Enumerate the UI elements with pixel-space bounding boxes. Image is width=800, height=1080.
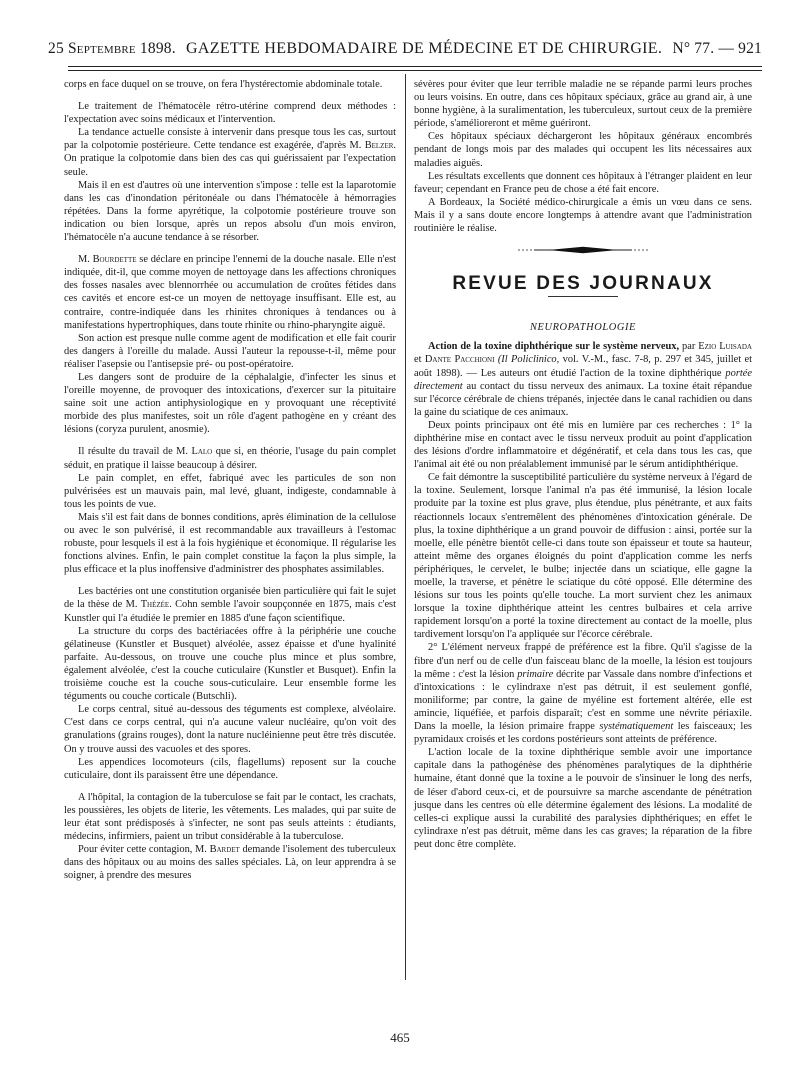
column-divider: [405, 74, 406, 980]
paragraph: M. Bourdette se déclare en principe l'ennemi de la douche nasale. Elle n'est indiquée, dit-il, que comme moyen de nettoyage dans les affections chroniques des fosses nasales avec blennorrhée ou accumulation de croûtes fétides dans ces cavités et encore est-ce un moyen de nettoyage insuffisant. Elle est, au contraire, contre-indiquée dans les rhinites chroniques à tendances ou à manifestations hypertrophiques, dans toute rhinite ou rhino-pharyngite aiguë.: [64, 254, 397, 331]
paragraph: corps en face duquel on se trouve, on fera l'hystérectomie abdominale totale.: [64, 79, 383, 90]
paragraph: 2° L'élément nerveux frappé de préférence est la fibre. Qu'il s'agisse de la fibre d'un nerf ou de celle d'un faisceau blanc de la moelle, la lésion est toujours la même : c'est la lésion primaire décrite par Vassale dans nombre d'infections et d'intoxications : le cylindraxe n'est pas détruit, il est seulement gonflé, moniliforme; par contre, la gaine de myéline est fortement altérée, elle est amincie, liquéfiée, et parfois disparaît; c'est en somme une névrite périaxile. Dans la moelle, la lésion primaire frappe systématiquement les faisceaux; les pyramidaux croisés et les cordons postérieurs sont atteints de préférence.: [414, 642, 753, 746]
author-name: Ezio Luisada: [698, 341, 752, 353]
section-ornament: [414, 239, 752, 261]
article-source: (Il Policlinico,: [497, 354, 560, 366]
section-heading: NEUROPATHOLOGIE: [530, 322, 636, 334]
header-rule-second: [68, 70, 762, 71]
paragraph: A Bordeaux, la Société médico-chirurgicale a émis un vœu dans ce sens. Mais il y a sans doute encore longtemps à attendre avant que l'administration routinière le réalise.: [414, 196, 752, 235]
header-date: 25 Septembre 1898.: [48, 40, 176, 57]
ornament-rule-icon: [518, 245, 648, 255]
article-reference: vol. V.-M., fasc. 7-8, p. 297 et 345, juillet et août 1898). —: [414, 354, 753, 379]
author-name: Dante Pacchioni: [424, 354, 495, 366]
paragraph: Le traitement de l'hématocèle rétro-utérine comprend deux méthodes : l'expectation avec soins médicaux et l'intervention.: [64, 101, 396, 126]
header-journal-title: GAZETTE HEBDOMADAIRE DE MÉDECINE ET DE CHIRURGIE.: [186, 40, 663, 57]
paragraph: Les dangers sont de produire de la céphalalgie, d'infecter les sinus et l'oreille moyenne, de provoquer des intoxications, d'exercer sur la pituitaire saine soit une action antiphysiologique en y provoquant une réceptivité morbide des plus manifestes, soit un rôle d'agent pathogène en y créant des lésions (coryza purulent, anosmie).: [64, 371, 396, 436]
paragraph: L'action locale de la toxine diphthérique semble avoir une importance capitale dans la pathogénèse des phénomènes paralytiques de la diphthérie humaine, étant donné que la toxine a le pouvoir de s'insinuer le long des nerfs, de léser d'abord ceux-ci, et de poursuivre sa marche ascendante de pénétration jusque dans les centres où elle détermine également des lésions. La modalité de celles-ci explique aussi la curabilité des paralysies diphthériques; en effet le cylindraxe n'est pas détruit, même dans les cas graves; la réparation de la fibre peut donc être complète.: [414, 747, 752, 850]
paragraph: sévères pour éviter que leur terrible maladie ne se répande parmi leurs proches ou leurs voisins. En outre, dans ces hôpitaux spéciaux, grâce au grand air, à une bonne hygiène, à la suralimentation, les tuberculeux, surtout ceux de la première période, s'amélioreront et même guériront.: [414, 79, 752, 130]
paragraph: Les appendices locomoteurs (cils, flagellums) reposent sur la couche cuticulaire, dont ils paraissent être une dépendance.: [64, 756, 396, 781]
author-name: Belzer: [364, 140, 394, 152]
left-column: [64, 78, 396, 882]
right-column: [414, 78, 752, 851]
article-title: Action de la toxine diphthérique sur le système nerveux,: [428, 341, 680, 353]
paragraph: A l'hôpital, la contagion de la tuberculose se fait par le contact, les crachats, les poussières, les objets de literie, les vêtements. Les malades, qui par suite de leur état sont prédisposés à s'infecter, ne sont pas seuls atteints : étudiants, médecins, infirmiers, paient un tribut considérable à la tuberculose.: [64, 791, 396, 843]
paragraph: Le pain complet, en effet, fabriqué avec les particules de son non pulvérisées est un mauvais pain, mal levé, gluant, indigeste, condamnable à tous les points de vue.: [64, 472, 396, 510]
paragraph: Le corps central, situé au-dessous des téguments est complexe, alvéolaire. C'est dans ce corps central, qui n'a aucune valeur nucléaire, qu'on voit des granulations (grains rouges), dont la nature nucléinienne peut être très discutée. On y trouve aussi des vacuoles et des spores.: [64, 704, 396, 755]
author-name: Bourdette: [92, 254, 137, 266]
paragraph: La tendance actuelle consiste à intervenir dans presque tous les cas, surtout par la colpotomie postérieure. Cette tendance est exagérée, d'après M. Belzer. On pratique la colpotomie dans bien des cas qui guérissaient par l'expectation seule.: [64, 127, 396, 178]
article-intro: Action de la toxine diphthérique sur le système nerveux, par Ezio Luisada et Dante Pacchioni (Il Policlinico, vol. V.-M., fasc. 7-8, p. 297 et 345, juillet et août 1898). — Les auteurs ont étudié l'action de la toxine diphthérique portée directement au contact du tissu nerveux des animaux. La toxine était répandue sur l'écorce cérébrale de chiens trépanés, injectée dans le canal rachidien ou dans la gaine du sciatique de ces animaux.: [414, 341, 753, 418]
paragraph: Il résulte du travail de M. Lalo que si, en théorie, l'usage du pain complet séduit, en pratique il laisse beaucoup à désirer.: [64, 446, 396, 471]
paragraph: Ce fait démontre la susceptibilité particulière du système nerveux à l'égard de la toxine. Seulement, lorsque l'animal n'a pas été immunisé, la lésion locale produite par la toxine est plus grave, plus étendue, plus pénétrante, et aux faits réactionnels locaux s'entremêlent des phénomènes d'intoxication générale. De plus, la toxine diphthérique a un grand pouvoir de diffusion : ainsi, portée sur la moelle, elle pénètre bientôt celle-ci dans toute son épaisseur et toute sa hauteur, atteint même des organes éloignés du point d'application comme les nerfs périphériques, le cervelet, le bulbe; injectée dans un sciatique, elle gagne la moelle, la traverse, et pénètre le sciatique du côté opposé. Elle détermine des lésions sur tous les points qu'elle touche. La mort survient chez les animaux lorsque la toxine diphthérique atteint les centres bulbaires et cela arrive rapidement lorsqu'on a porté la toxine directement au contact de la moelle, plus tardivement lorsqu'on l'a appliquée sur l'écorce cérébrale.: [414, 472, 752, 641]
paragraph: Mais s'il est fait dans de bonnes conditions, après élimination de la cellulose ou avec le son pulvérisé, il est recommandable aux travailleurs à l'estomac robuste, pour lesquels il est à la fois hygiénique et économique. Il régularise les fonctions alvines. Enfin, le pain complet constitue la façon la plus simple, la plus efficace et la plus inoffensive d'administrer des phosphates assimilables.: [64, 511, 396, 576]
paragraph: Deux points principaux ont été mis en lumière par ces recherches : 1° la diphthérine mise en contact avec le tissu nerveux produit au point d'application des lésions d'ordre inflammatoire et dégénératif, et cela dans tous les cas, que l'animal ait été ou non préalablement immunisé par le sérum antidiphthérique.: [414, 419, 752, 471]
paragraph: Mais il en est d'autres où une intervention s'impose : telle est la laparotomie dans les cas d'inondation péritonéale ou dans l'hématocèle à hémorragies répétées. Dans la forme apyrétique, la colpotomie postérieure trouve son indication ou bien lorsque, après un repos absolu d'un mois environ, l'hématocèle n'a aucune tendance à se résorber.: [64, 179, 396, 244]
header-issue-page: N° 77. — 921: [672, 40, 762, 57]
author-name: Thézée: [140, 599, 170, 611]
paragraph: La structure du corps des bactériacées offre à la périphérie une couche gélatineuse (Kunstler et Busquet) alvéolée, assez épaisse et d'une hyalinité parfaite. Au-dessous, on trouve une couche plus mince et plus sombre, également alvéolée, c'est la couche cuticulaire (Kunstler et Busquet). Enfin la troisième couche est la couche sous-cuticulaire. Leur ensemble forme les téguments ou couche corticale (Butschli).: [64, 625, 396, 703]
heading-rule: [548, 296, 618, 297]
page-header: [48, 40, 762, 64]
page-number: 465: [390, 1030, 410, 1045]
header-rule: [68, 66, 762, 67]
author-name: Bardet: [209, 844, 240, 856]
author-name: Lalo: [191, 446, 213, 458]
paragraph: Pour éviter cette contagion, M. Bardet demande l'isolement des tuberculeux dans des hôpitaux ou au moins des salles spéciales. Là, on leur apprendra à se soigner, à prendre des mesures: [64, 844, 396, 882]
paragraph: Les résultats excellents que donnent ces hôpitaux à l'étranger plaident en leur faveur; cependant en France peu de chose a été fait encore.: [414, 170, 752, 195]
paragraph: Les bactéries ont une constitution organisée bien particulière qui fait le sujet de la thèse de M. Thézée. Cohn semble l'avoir soupçonnée en 1875, mais c'est Kunstler qui l'a étudiée le premier en 1885 d'une façon scientifique.: [64, 586, 396, 624]
paragraph: Son action est presque nulle comme agent de modification et elle fait courir des dangers à l'oreille du malade. Aussi l'auteur la repousse-t-il, même pour réaliser l'asepsie ou l'antisepsie pré- ou post-opératoire.: [64, 332, 396, 370]
review-heading: REVUE DES JOURNAUX: [452, 273, 714, 295]
paragraph: Ces hôpitaux spéciaux déchargeront les hôpitaux généraux encombrés pendant de longs mois par des malades qui occupent les lits nécessaires aux maladies aiguës.: [414, 131, 752, 169]
